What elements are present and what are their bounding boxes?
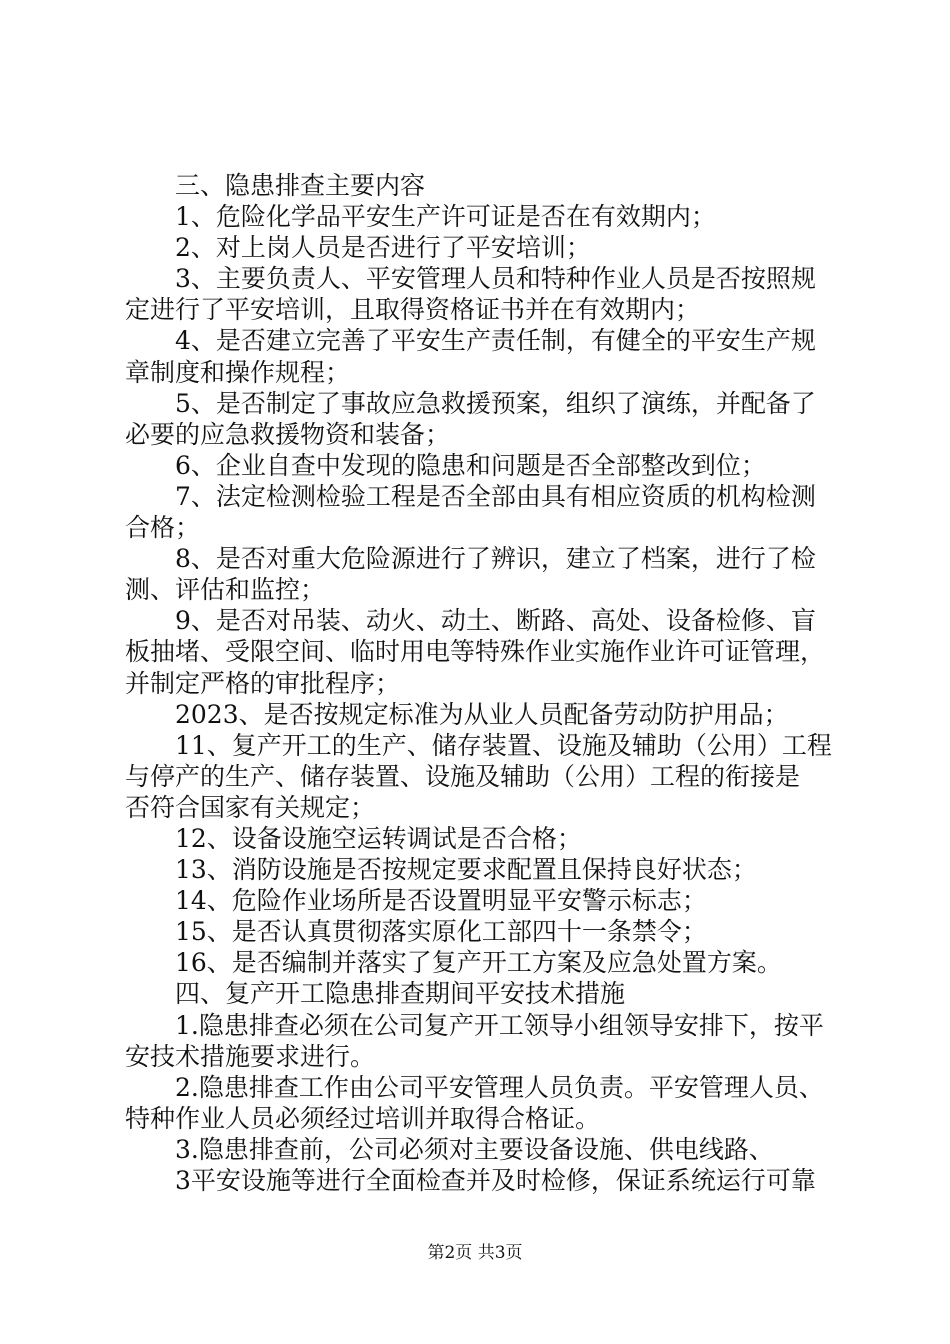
- paragraph-line: 9、是否对吊装、动火、动土、断路、高处、设备检修、盲: [175, 606, 816, 636]
- paragraph-line: 13、消防设施是否按规定要求配置且保持良好状态；: [175, 855, 757, 885]
- paragraph-line: 2、对上岗人员是否进行了平安培训；: [175, 233, 591, 263]
- paragraph-line: 15、是否认真贯彻落实原化工部四十一条禁令；: [175, 917, 707, 947]
- paragraph-line: 2023、是否按规定标准为从业人员配备劳动防护用品；: [175, 699, 789, 729]
- paragraph-line: 并制定严格的审批程序；: [125, 668, 401, 698]
- paragraph-line: 7、法定检测检验工程是否全部由具有相应资质的机构检测: [175, 481, 816, 511]
- page-footer: 第2页 共3页: [427, 1243, 523, 1263]
- section-heading: 三、隐患排查主要内容: [175, 171, 426, 200]
- paragraph-line: 与停产的生产、储存装置、设施及辅助（公用）工程的衔接是: [125, 761, 801, 791]
- paragraph-line: 测、评估和监控；: [125, 575, 326, 605]
- paragraph-line: 3、主要负责人、平安管理人员和特种作业人员是否按照规: [175, 264, 816, 294]
- paragraph-line: 4、是否建立完善了平安生产责任制，有健全的平安生产规: [175, 326, 816, 356]
- paragraph-line: 8、是否对重大危险源进行了辨识，建立了档案，进行了检: [175, 544, 816, 574]
- paragraph-line: 11、复产开工的生产、储存装置、设施及辅助（公用）工程: [175, 730, 832, 760]
- paragraph-line: 12、设备设施空运转调试是否合格；: [175, 823, 582, 853]
- paragraph-line: 14、危险作业场所是否设置明显平安警示标志；: [175, 886, 707, 916]
- paragraph-line: 3平安设施等进行全面检查并及时检修，保证系统运行可靠: [175, 1166, 816, 1195]
- paragraph-line: 定进行了平安培训，且取得资格证书并在有效期内；: [125, 295, 701, 325]
- paragraph-line: 1、危险化学品平安生产许可证是否在有效期内；: [175, 202, 716, 232]
- paragraph-line: 16、是否编制并落实了复产开工方案及应急处置方案。: [175, 948, 782, 978]
- paragraph-line: 2.隐患排查工作由公司平安管理人员负责。平安管理人员、: [175, 1072, 824, 1102]
- paragraph-line: 安技术措施要求进行。: [125, 1041, 376, 1071]
- paragraph-line: 章制度和操作规程；: [125, 357, 351, 387]
- paragraph-line: 特种作业人员必须经过培训并取得合格证。: [125, 1103, 601, 1133]
- paragraph-line: 板抽堵、受限空间、临时用电等特殊作业实施作业许可证管理，: [125, 637, 826, 667]
- document-body: [125, 170, 837, 1196]
- paragraph-line: 6、企业自查中发现的隐患和问题是否全部整改到位；: [175, 450, 766, 480]
- section-heading: 四、复产开工隐患排查期间平安技术措施: [175, 979, 626, 1009]
- paragraph-line: 必要的应急救援物资和装备；: [125, 419, 451, 449]
- paragraph-line: 3.隐患排查前，公司必须对主要设备设施、供电线路、: [175, 1134, 774, 1164]
- paragraph-line: 5、是否制定了事故应急救援预案，组织了演练，并配备了: [175, 388, 816, 418]
- paragraph-line: 合格；: [125, 513, 201, 543]
- paragraph-line: 1.隐患排查必须在公司复产开工领导小组领导安排下，按平: [175, 1010, 824, 1040]
- paragraph-line: 否符合国家有关规定；: [125, 792, 376, 822]
